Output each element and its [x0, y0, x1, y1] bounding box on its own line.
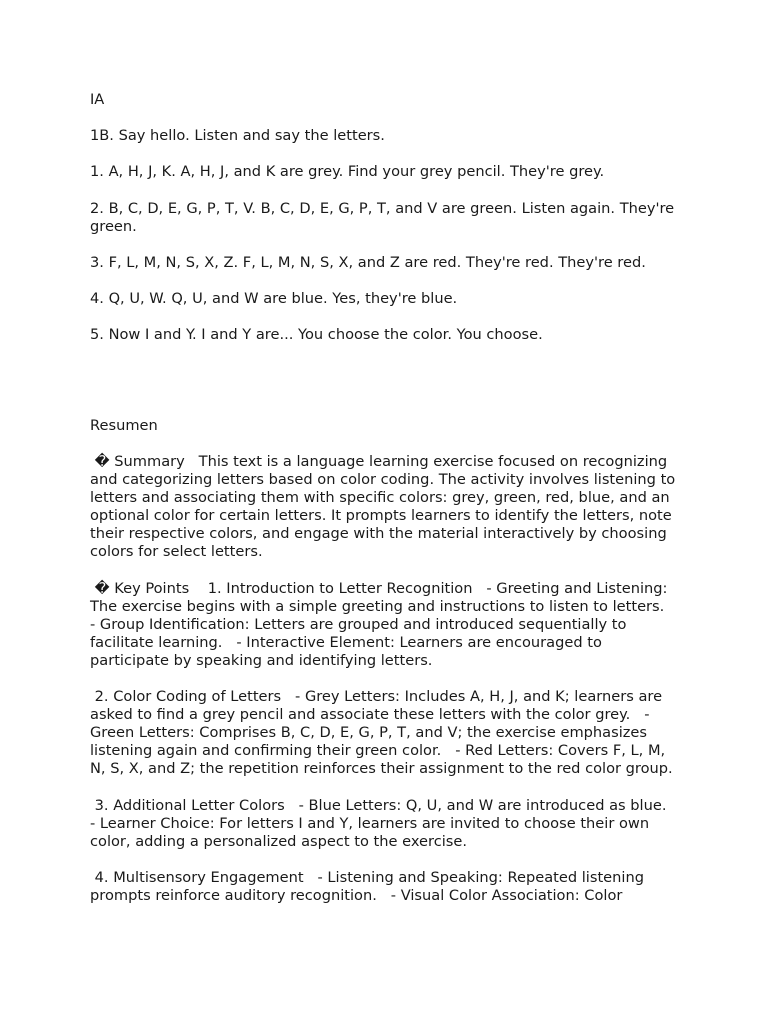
document-title: IA [90, 91, 105, 108]
spacer [90, 362, 680, 416]
exercise-item-5: 5. Now I and Y. I and Y are... You choose the color. You choose. [90, 326, 543, 344]
exercise-instruction: 1B. Say hello. Listen and say the letters. [90, 127, 385, 145]
exercise-item-4: 4. Q, U, W. Q, U, and W are blue. Yes, they're blue. [90, 290, 458, 308]
summary-paragraph: � Summary This text is a language learning exercise focused on recognizing and categorizing letters based on color coding. The activity involves listening to letters and associating them with specific colors: grey, green, red, blue, and an optional color for certain letters. It prompts learners to identify the letters, note their respective colors, and engage with the material interactively by choosing colors for select letters. [90, 452, 680, 561]
exercise-item-3: 3. F, L, M, N, S, X, Z. F, L, M, N, S, X, and Z are red. They're red. They're red. [90, 253, 646, 271]
document-page [90, 91, 680, 923]
additional-colors-paragraph: 3. Additional Letter Colors - Blue Letters: Q, U, and W are introduced as blue. - Learner Choice: For letters I and Y, learners are invited to choose their own color, adding a personalized aspect to the exercise. [90, 796, 681, 850]
exercise-item-1: 1. A, H, J, K. A, H, J, and K are grey. Find your grey pencil. They're grey. [90, 163, 605, 181]
resumen-heading: Resumen [90, 416, 158, 434]
key-points-paragraph: � Key Points 1. Introduction to Letter Recognition - Greeting and Listening: The exercise begins with a simple greeting and instructions to listen to letters. - Group Identification: Letters are grouped and introduced sequentially to facilitate learning. - Interactive Element: Learners are encouraged to participate by speaking and identifying letters. [90, 579, 679, 669]
exercise-item-2: 2. B, C, D, E, G, P, T, V. B, C, D, E, G, P, T, and V are green. Listen again. They're green. [90, 199, 679, 235]
multisensory-paragraph: 4. Multisensory Engagement - Listening and Speaking: Repeated listening prompts reinforce auditory recognition. - Visual Color Association: Color [90, 869, 649, 905]
color-coding-paragraph: 2. Color Coding of Letters - Grey Letters: Includes A, H, J, and K; learners are asked to find a grey pencil and associate these letters with the color grey. - Green Letters: Comprises B, C, D, E, G, P, T, and V; the exercise emphasizes listening again and confirming their green color. - Red Letters: Covers F, L, M, N, S, X, and Z; the repetition reinforces their assignment to the red color group. [90, 688, 673, 778]
